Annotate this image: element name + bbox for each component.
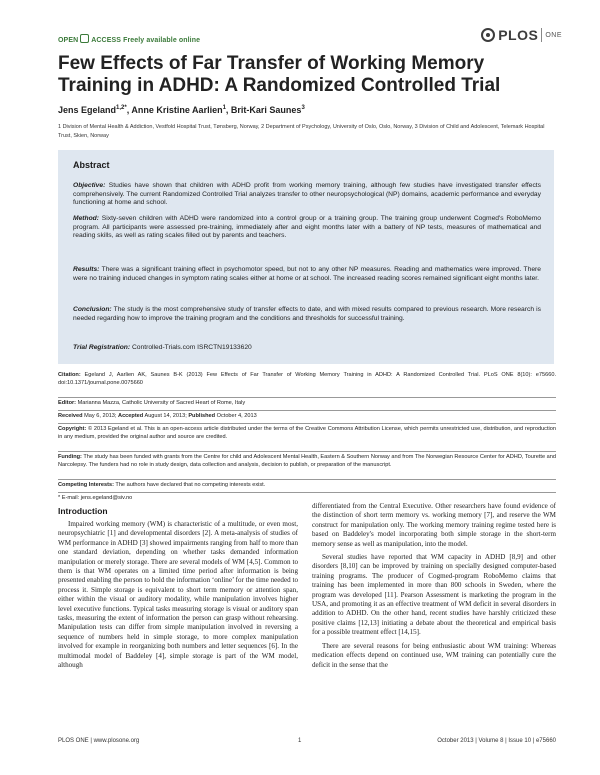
conclusion-text: The study is the most comprehensive study of transfer effects to date, and with mixed results compared to previous research. More research is needed regarding how to improve the training program and the conditions and thresholds for successful training. [73, 306, 541, 322]
funding-label: Funding: [58, 454, 82, 460]
funding-text: The study has been funded with grants from the Centre for child and Adolescent Mental Health, Eastern & Southern Norway and from The Norwegian Resource Center for ADHD, Tourette and Narcolepsy. The funders had no role in study design, data collection and analysis, decision to publish, or preparation of the manuscript. [58, 454, 556, 468]
author-list [58, 105, 305, 115]
divider [58, 410, 556, 411]
abstract-results [73, 266, 541, 283]
conclusion-label: Conclusion: [73, 306, 112, 313]
abstract-conclusion [73, 306, 541, 323]
introduction-heading: Introduction [58, 506, 108, 516]
open-access-banner [58, 34, 200, 44]
competing-label: Competing Interests: [58, 482, 114, 488]
journal-subname: ONE [545, 31, 562, 39]
open-access-label: OPEN [58, 37, 79, 44]
registration-label: Trial Registration: [73, 344, 131, 351]
right-column [312, 502, 556, 674]
lock-icon [80, 34, 89, 43]
plos-logo-icon [481, 28, 495, 42]
method-label: Method: [73, 215, 99, 222]
logo-divider [541, 28, 542, 42]
results-label: Results: [73, 266, 100, 273]
competing-text: The authors have declared that no competing interests exist. [113, 482, 266, 488]
editor-label: Editor: [58, 400, 77, 406]
footer-issue: October 2013 | Volume 8 | Issue 10 | e75660 [437, 738, 556, 744]
affiliations: 1 Division of Mental Health & Addiction, Vestfold Hospital Trust, Tønsberg, Norway, 2 Department of Psychology, University of Oslo, Oslo, Norway, 3 Division of Child and Adolescent, Telemark Hospital Trust, Skien, Norway [58, 124, 545, 139]
intro-paragraph: Impaired working memory (WM) is characteristic of a multitude, or even most, neuropsychiatric [1] and developmental disorders [2]. A meta-analysis of studies of WM performance in ADHD [3] showed impairments ranging from half to more than one standard deviation, depending on whether tasks demanded information manipulation or merely storage. There are several models of WM [4,5]. Common to them is that WM operates on a limited time period after information is being presented enabling the person to hold the information ‘online’ for the time needed to process it. Simple storage is equivalent to short term memory or attention span, either within the visual or auditory modality, while manipulation involves higher level executive functions. Typical tasks measuring storage is visual or auditory span tasks, measuring the extent of information the person can grasp without rehearsing. Manipulation tests can differ from simple manipulation involved in reversing a sequence of numbers held in simple storage, to more complex manipulation involved for example in reorganizing both numbers and letter sequences [6]. In the multimodal model of Baddeley [4], simple storage is part of the WM model, although [58, 520, 298, 670]
citation-text: Egeland J, Aarlien AK, Saunes B-K (2013) Few Effects of Far Transfer of Working Memory Training in ADHD: A Randomized Controlled Trial. PLoS ONE 8(10): e75660. doi:10.1371/journal.pone.0075660 [58, 372, 556, 386]
intro-paragraph: differentiated from the Central Executive. Other researchers have found evidence of the distinction of short term memory vs. working memory [7], and reserve the WM construct for manipulation only. The working memory training regime tested here is based on Baddeley's model incorporating both simple storage in the short-term memory sense as well as manipulation, into the model. [312, 502, 556, 548]
page-number: 1 [298, 738, 302, 744]
editor [58, 400, 556, 408]
left-column [58, 520, 298, 675]
divider [58, 451, 556, 452]
published-date: October 4, 2013 [215, 413, 257, 419]
copyright-label: Copyright: [58, 426, 87, 432]
intro-paragraph: There are several reasons for being enthusiastic about WM training: Whereas medication effects depend on continued use, WM training can potentially cure the deficit in the sense that the [312, 641, 556, 669]
citation-label: Citation: [58, 372, 81, 378]
registration-text[interactable]: Controlled-Trials.com ISRCTN19133620 [130, 344, 252, 351]
received-label: Received [58, 413, 83, 419]
objective-label: Objective: [73, 182, 106, 189]
accepted-label: Accepted [118, 413, 144, 419]
results-text: There was a significant training effect in psychomotor speed, but not to any other NP measures. Reading and mathematics were improved. There were no training induced changes in symptom rating scales either at home or at school. The increased reading scores remained significant eight months later. [73, 266, 541, 282]
email-text[interactable]: * E-mail: jens.egeland@siv.no [58, 495, 133, 501]
journal-logo [481, 25, 562, 45]
objective-text: Studies have shown that children with ADHD profit from working memory training, although few studies have investigated transfer effects comprehensively. The current Randomized Controlled Trial analyzes transfer to other neuropsychological (NP) domains, academic performance and everyday functioning at home and school. [73, 182, 541, 206]
article-title: Few Effects of Far Transfer of Working Memory Training in ADHD: A Randomized Controlled Trial [58, 53, 501, 96]
intro-paragraph: Several studies have reported that WM capacity in ADHD [8,9] and other disorders [8,10] can be improved by training on specially designed computer-based training programs. The producer of Cogmed-program RoboMemo claims that training has been implemented in more than 800 schools in Sweden, where the program was developed [11]. Pearson Assessment is marketing the program in the USA, and promoting it as an effective treatment of WM deficit in several disorders in addition to ADHD. On the other hand, recent studies have harshly criticized these positive claims [12,13] initiating a debate about the theoretical and empirical basis for a possible treatment effect [14,15]. [312, 553, 556, 637]
dates [58, 413, 556, 421]
freely-available-label: ACCESS Freely available online [91, 37, 201, 44]
citation [58, 372, 556, 388]
competing-interests [58, 482, 556, 490]
journal-name: PLOS [498, 27, 539, 43]
funding [58, 454, 556, 470]
abstract-method [73, 215, 541, 241]
copyright [58, 426, 556, 442]
divider [58, 397, 556, 398]
accepted-date: August 14, 2013; [143, 413, 189, 419]
abstract-objective [73, 182, 541, 208]
divider [58, 479, 556, 480]
published-label: Published [188, 413, 216, 419]
authors-text: Jens Egeland$^{1,2*}$, Anne Kristine Aarlien$^1$, Brit-Kari Saunes$^3$ [58, 105, 305, 115]
footer-journal: PLOS ONE | www.plosone.org [58, 738, 140, 744]
received-date: May 6, 2013; [82, 413, 119, 419]
abstract-heading: Abstract [73, 160, 110, 170]
copyright-text: © 2013 Egeland et al. This is an open-access article distributed under the terms of the Creative Commons Attribution License, which permits unrestricted use, distribution, and reproduction in any medium, provided the original author and source are credited. [58, 426, 556, 440]
editor-text: Marianna Mazza, Catholic University of Sacred Heart of Rome, Italy [76, 400, 246, 406]
divider [58, 423, 556, 424]
method-text: Sixty-seven children with ADHD were randomized into a control group or a training group. The training group underwent Cogmed's RoboMemo program. All participants were assessed pre-training, immediately after and eight months later with a battery of NP tests, measures of mathematical and reading skills, as well as rating scales filled out by parents and teachers. [73, 215, 541, 239]
divider [58, 492, 556, 493]
abstract-registration [73, 344, 541, 353]
